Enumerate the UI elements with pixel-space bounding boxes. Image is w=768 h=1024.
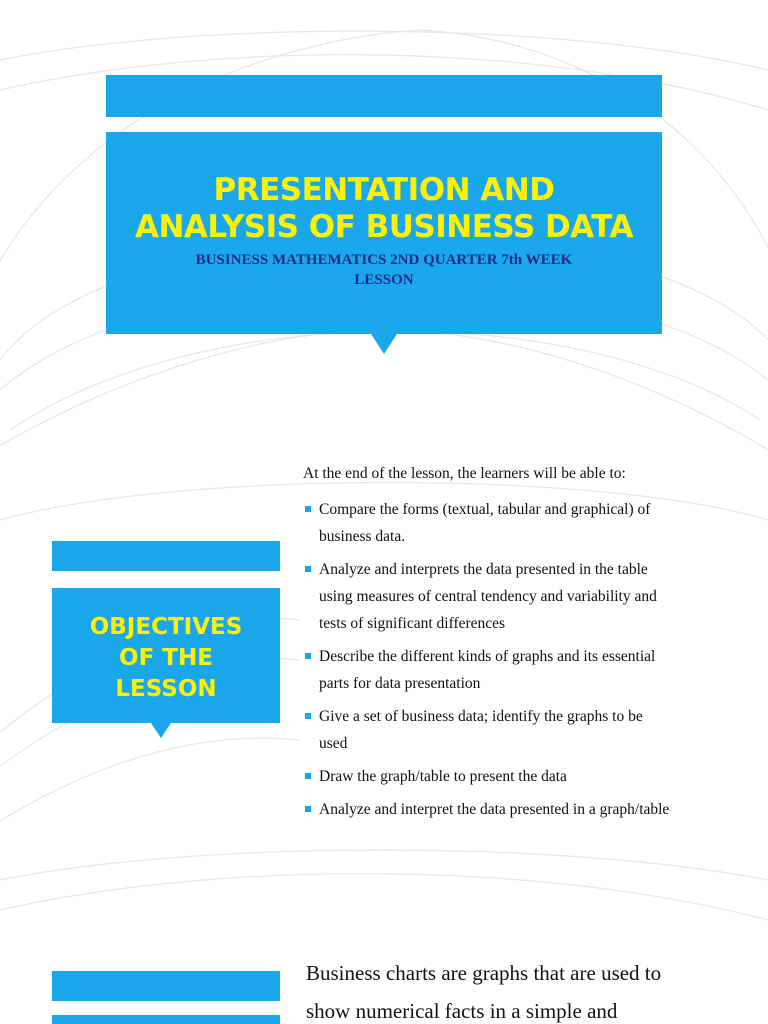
page-subtitle — [126, 250, 642, 290]
square-bullet-icon — [305, 806, 311, 812]
objectives-heading-line-1: OBJECTIVES — [89, 614, 243, 640]
objectives-intro: At the end of the lesson, the learners will be able to: — [303, 465, 626, 482]
square-bullet-icon — [305, 713, 311, 719]
objectives-list — [303, 496, 753, 829]
objectives-panel-pointer — [151, 723, 171, 738]
business-charts-text — [306, 954, 756, 1024]
objective-line: business data. — [319, 528, 406, 545]
objective-item — [303, 763, 753, 790]
square-bullet-icon — [305, 566, 311, 572]
objective-line: Draw the graph/table to present the data — [319, 768, 567, 785]
title-line-2: ANALYSIS OF BUSINESS DATA — [135, 209, 633, 245]
objectives-accent-band — [52, 541, 280, 571]
slide3-panel — [52, 1015, 280, 1024]
business-charts-line-1: Business charts are graphs that are used to — [306, 961, 662, 985]
title-line-1: PRESENTATION AND — [213, 172, 555, 208]
business-charts-line-2: show numerical facts in a simple and — [306, 999, 618, 1023]
objective-item — [303, 703, 753, 757]
square-bullet-icon — [305, 773, 311, 779]
objective-line: Analyze and interprets the data presented in the table — [319, 561, 648, 578]
square-bullet-icon — [305, 653, 311, 659]
objectives-heading — [52, 612, 280, 705]
page-title — [106, 172, 662, 246]
objectives-heading-line-3: LESSON — [115, 676, 217, 702]
objective-item — [303, 496, 753, 550]
objective-item — [303, 643, 753, 697]
objective-line: Describe the different kinds of graphs and its essential — [319, 648, 656, 665]
subtitle-line-2: LESSON — [354, 272, 414, 288]
objective-item — [303, 796, 753, 823]
title-panel-pointer — [371, 334, 397, 354]
objective-line: parts for data presentation — [319, 675, 481, 692]
slide3-accent-band — [52, 971, 280, 1001]
objective-line: Compare the forms (textual, tabular and graphical) of — [319, 501, 651, 518]
objective-line: used — [319, 735, 348, 752]
square-bullet-icon — [305, 506, 311, 512]
objective-line: tests of significant differences — [319, 615, 506, 632]
objective-line: Analyze and interpret the data presented in a graph/table — [319, 801, 670, 818]
subtitle-line-1: BUSINESS MATHEMATICS 2ND QUARTER 7th WEEK — [195, 252, 573, 268]
objective-line: using measures of central tendency and variability and — [319, 588, 657, 605]
objective-item — [303, 556, 753, 637]
objectives-heading-line-2: OF THE — [119, 645, 213, 671]
objective-line: Give a set of business data; identify the graphs to be — [319, 708, 643, 725]
title-accent-band — [106, 75, 662, 117]
